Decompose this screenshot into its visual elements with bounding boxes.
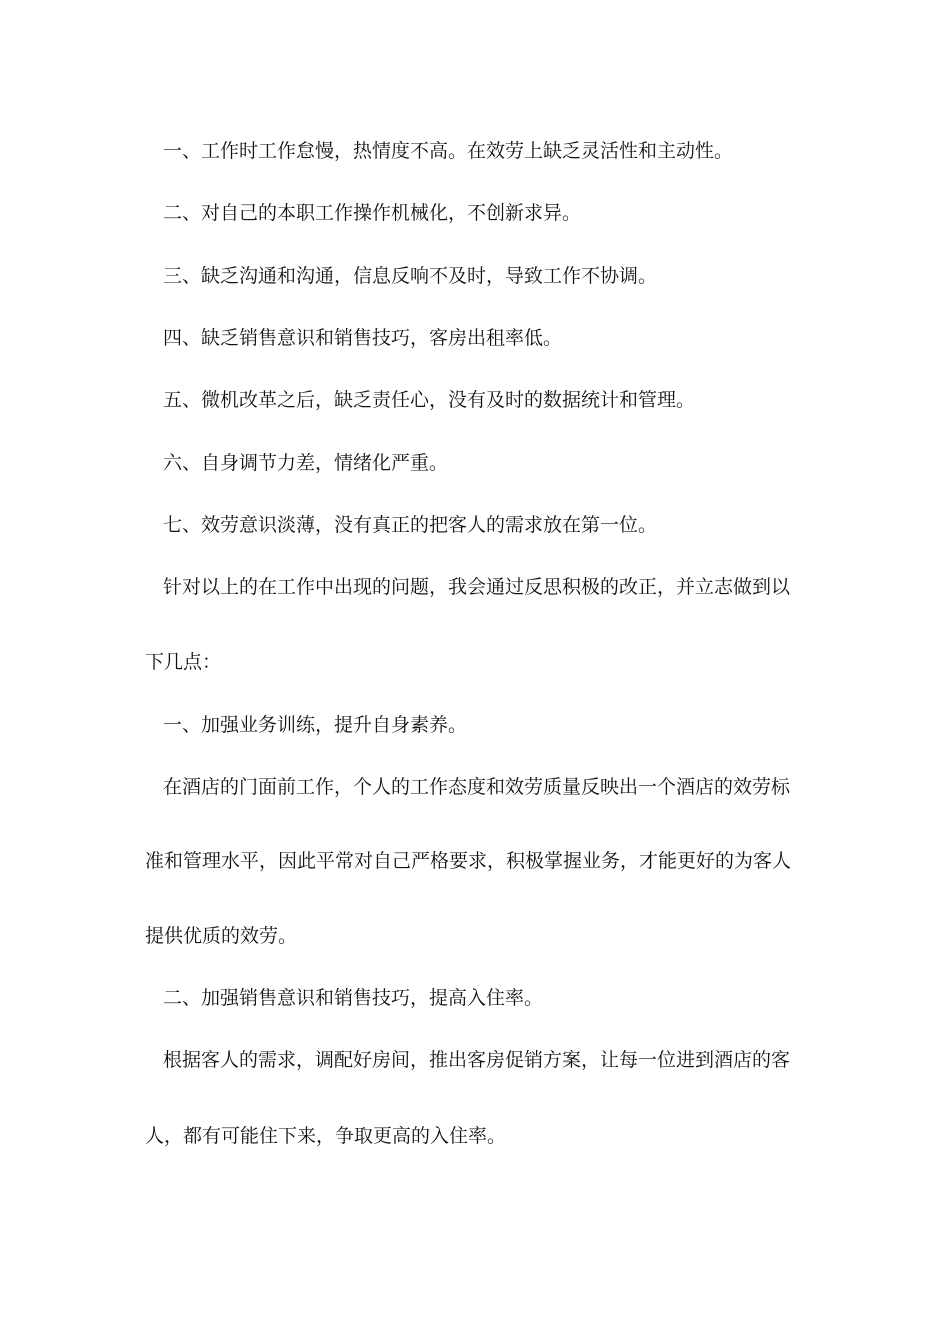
- paragraph-problem-1: 一、工作时工作怠慢，热情度不高。在效劳上缺乏灵活性和主动性。: [163, 140, 734, 162]
- paragraph-problem-7: 七、效劳意识淡薄，没有真正的把客人的需求放在第一位。: [163, 514, 658, 536]
- paragraph-intro-line-1: 针对以上的在工作中出现的问题，我会通过反思积极的改正，并立志做到以: [163, 576, 791, 598]
- paragraph-plan-2-body-line-2: 人，都有可能住下来，争取更高的入住率。: [145, 1125, 507, 1147]
- paragraph-problem-6: 六、自身调节力差，情绪化严重。: [163, 452, 449, 474]
- paragraph-plan-2-body-line-1: 根据客人的需求，调配好房间，推出客房促销方案，让每一位进到酒店的客: [163, 1049, 791, 1071]
- paragraph-intro-line-2: 下几点：: [145, 651, 222, 673]
- paragraph-problem-4: 四、缺乏销售意识和销售技巧，客房出租率低。: [163, 327, 563, 349]
- paragraph-plan-2-heading: 二、加强销售意识和销售技巧，提高入住率。: [163, 987, 544, 1009]
- paragraph-plan-1-heading: 一、加强业务训练，提升自身素养。: [163, 714, 468, 736]
- paragraph-problem-2: 二、对自己的本职工作操作机械化，不创新求异。: [163, 202, 582, 224]
- paragraph-plan-1-body-line-3: 提供优质的效劳。: [145, 925, 298, 947]
- paragraph-plan-1-body-line-2: 准和管理水平，因此平常对自己严格要求，积极掌握业务，才能更好的为客人: [145, 850, 792, 872]
- paragraph-problem-5: 五、微机改革之后，缺乏责任心，没有及时的数据统计和管理。: [163, 389, 696, 411]
- paragraph-plan-1-body-line-1: 在酒店的门面前工作，个人的工作态度和效劳质量反映出一个酒店的效劳标: [163, 776, 791, 798]
- paragraph-problem-3: 三、缺乏沟通和沟通，信息反响不及时，导致工作不协调。: [163, 265, 658, 287]
